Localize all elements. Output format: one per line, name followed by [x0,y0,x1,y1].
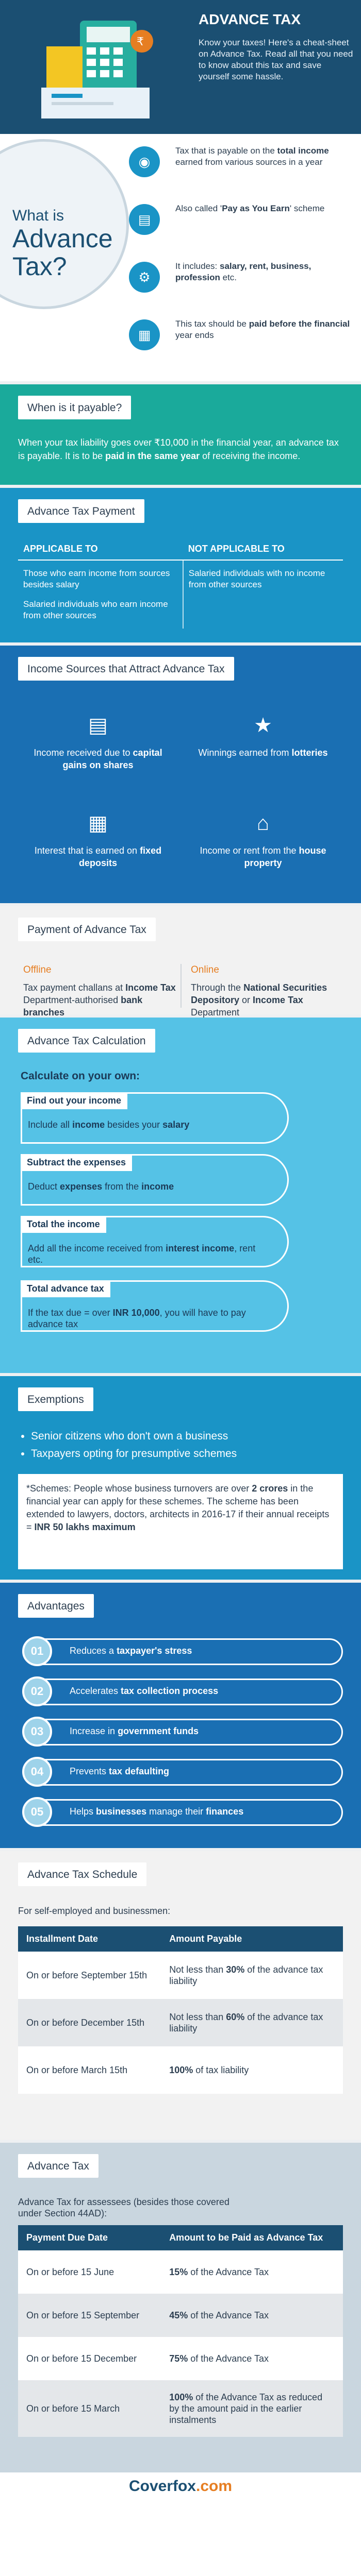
table-row: On or before 15 September 45% of the Advance Tax [18,2294,343,2337]
page-title: ADVANCE TAX [199,11,301,27]
what-is-section [0,134,361,381]
section-title: Exemptions [18,1387,93,1411]
income-source-item: ▤ Income received due to capital gains on shares [21,713,175,771]
income-source-item: ▦ Interest that is earned on fixed deposits [21,810,175,869]
section-title: Advance Tax Payment [18,499,144,523]
what-is-item: ▤ Also called 'Pay as You Earn' scheme [129,201,356,247]
section-title: When is it payable? [18,396,131,419]
what-is-line1: What is [12,207,64,224]
income-source-item: ★ Winnings earned from lotteries [186,713,340,759]
house-icon: ⌂ [256,812,270,835]
calc-step: Subtract the expenses Deduct expenses from the income [21,1154,289,1206]
table-row: On or before September 15th Not less than 30% of the advance tax liability [18,1952,343,1999]
advantage-item: 02 Accelerates tax collection process [18,1674,343,1705]
advantage-number: 05 [22,1797,52,1827]
advance-tax-payment-section [0,488,361,642]
what-is-line2: Advance [12,224,113,253]
table-row: On or before 15 March 100% of the Advance Tax as reduced by the amount paid in the earlier instalments [18,2380,343,2437]
table-header: APPLICABLE TO [18,538,183,560]
header-banner [0,0,361,134]
table-row: On or before 15 June 15% of the Advance Tax [18,2250,343,2294]
income-sources-section [0,646,361,903]
what-is-line3: Tax? [12,252,67,281]
calc-lead: Calculate on your own: [21,1070,140,1082]
table-header: NOT APPLICABLE TO [183,538,343,560]
advantage-number: 02 [22,1676,52,1706]
advantage-item: 03 Increase in government funds [18,1715,343,1745]
calculator-illustration [31,10,165,129]
footer [0,2472,361,2497]
advantage-item: 05 Helps businesses manage their finances [18,1795,343,1826]
income-source-item: ⌂ Income or rent from the house property [186,810,340,869]
list-item: • Taxpayers opting for presumptive schemes [31,1445,237,1463]
table-row: On or before December 15th Not less than 60% of the advance tax liability [18,1999,343,2046]
svg-text:₹: ₹ [137,36,144,48]
bag-icon: ◉ [129,146,160,177]
what-is-item: ◉ Tax that is payable on the total income earned from various sources in a year [129,143,356,190]
table-cell: Salaried individuals with no income from other sources [188,568,325,589]
table-header: Payment Due Date [18,2225,161,2250]
what-is-heading [12,207,113,280]
at2-lead: Advance Tax for assessees (besides those covered under Section 44AD): [18,2197,229,2218]
wallet-icon: ▤ [129,204,160,235]
section-title: Payment of Advance Tax [18,918,156,941]
table-cell: Those who earn income from sources besides salary Salaried individuals who earn income from other sources [18,560,183,629]
calculation-section [0,1018,361,1373]
table-header: Installment Date [18,1926,161,1952]
money-icon: ▦ [88,812,108,835]
advantages-section [0,1583,361,1848]
what-is-item: ⚙ It includes: salary, rent, business, profession etc. [129,259,356,305]
chart-icon: ▤ [88,714,108,737]
advantage-number: 03 [22,1717,52,1747]
payment-methods-section [0,906,361,1018]
column-divider [180,964,182,1008]
assessee-table [18,2225,343,2437]
schemes-note: *Schemes: People whose business turnovers are over 2 crores in the financial year can apply for these schemes. The scheme has been extended to lawyers, doctors, architects in 2016-17 if their annual receipts = INR 50 lakhs maximum [18,1474,343,1569]
when-payable-section [0,384,361,485]
advantage-number: 01 [22,1636,52,1666]
section-title: Advance Tax Schedule [18,1862,146,1886]
table-row: On or before March 15th 100% of tax liability [18,2046,343,2094]
list-item: • Senior citizens who don't own a business [31,1428,237,1445]
advantage-number: 04 [22,1757,52,1787]
section-title: Advantages [18,1594,94,1618]
section-title: Advance Tax Calculation [18,1029,155,1053]
calendar-icon: ▦ [129,319,160,350]
exemptions-list [31,1428,237,1463]
schedule-section [0,1851,361,2140]
schedule-table [18,1926,343,2094]
schedule-lead: For self-employed and businessmen: [18,1906,171,1916]
advance-tax-assessees-section [0,2143,361,2472]
table-header: Amount Payable [161,1926,343,1952]
calc-step: Find out your income Include all income besides your salary [21,1092,289,1144]
advantage-item: 04 Prevents tax defaulting [18,1755,343,1786]
table-row: On or before 15 December 75% of the Advance Tax [18,2337,343,2380]
what-is-item: ▦ This tax should be paid before the financial year ends [129,316,356,363]
section-title: Income Sources that Attract Advance Tax [18,657,234,681]
calc-step: Total the income Add all the income received from interest income, rent etc. [21,1216,289,1267]
brand-logo[interactable]: Coverfox.com [128,2478,233,2495]
when-payable-text: When your tax liability goes over ₹10,000 in the financial year, an advance tax is payable. It is to be paid in the same year of receiving the income. [18,437,339,461]
page-subtitle: Know your taxes! Here's a cheat-sheet on Advance Tax. Read all that you need to know about this tax and save yourself some hassle. [199,38,353,81]
applicability-table [18,538,343,629]
exemptions-section [0,1376,361,1580]
trophy-icon: ★ [254,714,272,737]
table-header: Amount to be Paid as Advance Tax [161,2225,343,2250]
section-title: Advance Tax [18,2154,99,2178]
calc-step: Total advance tax If the tax due = over INR 10,000, you will have to pay advance tax [21,1280,289,1332]
online-column: Online Through the National Securities Depository or Income Tax Department [191,964,327,1018]
offline-column: Offline Tax payment challans at Income Tax Department-authorised bank branches [23,964,176,1018]
gear-icon: ⚙ [129,262,160,293]
advantage-item: 01 Reduces a taxpayer's stress [18,1634,343,1665]
